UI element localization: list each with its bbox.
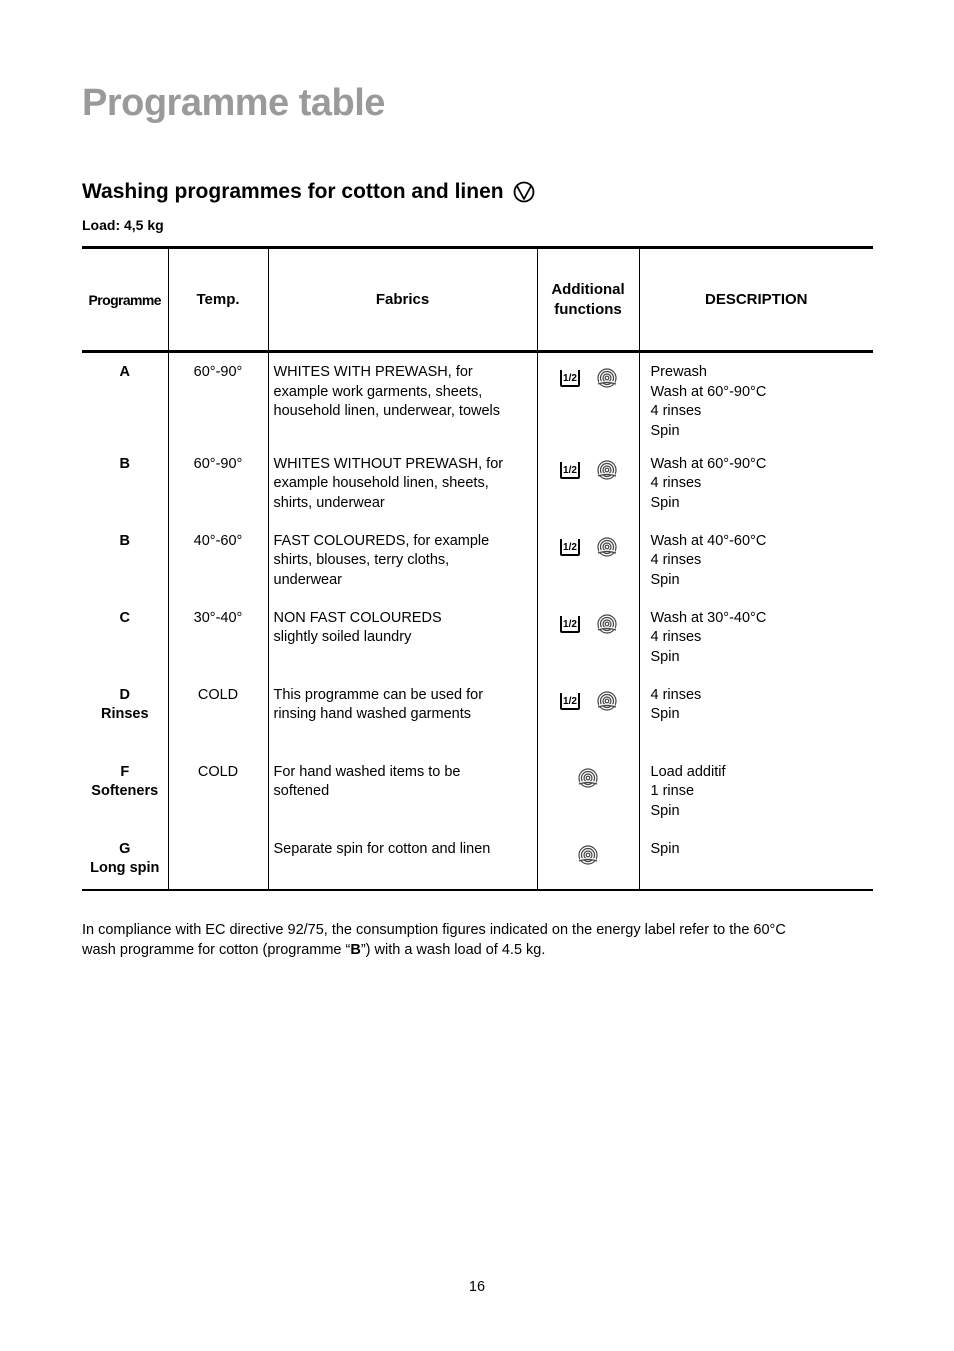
svg-text:1/2: 1/2 bbox=[562, 618, 577, 630]
rinse-hold-icon bbox=[577, 844, 599, 866]
programme-line: Rinses bbox=[100, 706, 149, 722]
cell-fabrics bbox=[268, 757, 537, 834]
fabrics-line: Separate spin for cotton and linen bbox=[273, 840, 491, 857]
fabrics-line: For hand washed items to be bbox=[273, 763, 461, 780]
cell-fabrics bbox=[268, 526, 537, 603]
fabrics-line: NON FAST COLOUREDS bbox=[273, 609, 442, 626]
description-line: 4 rinses bbox=[650, 686, 702, 703]
cell-temp: COLD bbox=[168, 680, 268, 757]
fabrics-line: This programme can be used for bbox=[273, 686, 484, 703]
rinse-hold-icon bbox=[596, 459, 618, 481]
function-icons bbox=[539, 613, 638, 635]
header-programme: Programme bbox=[82, 248, 168, 352]
cell-temp: 60°-90° bbox=[168, 449, 268, 526]
programme-line: C bbox=[119, 609, 130, 626]
svg-text:1/2: 1/2 bbox=[562, 695, 577, 707]
cell-functions bbox=[537, 680, 639, 757]
fabrics-line: shirts, blouses, terry cloths, bbox=[273, 552, 450, 568]
description-line: 1 rinse bbox=[650, 783, 695, 799]
description-line: Spin bbox=[650, 422, 680, 439]
cell-functions bbox=[537, 352, 639, 449]
footnote-line1: In compliance with EC directive 92/75, the consumption figures indicated on the energy label refer to the 60°C bbox=[82, 922, 786, 938]
fabrics-line: example household linen, sheets, bbox=[273, 475, 489, 491]
cell-description bbox=[639, 757, 873, 834]
programme-line: Long spin bbox=[90, 860, 160, 876]
function-icons bbox=[539, 459, 638, 481]
cell-fabrics bbox=[268, 603, 537, 680]
footnote-programme-ref: B bbox=[350, 941, 361, 958]
svg-text:1/2: 1/2 bbox=[562, 464, 577, 476]
description-line: 4 rinses bbox=[650, 552, 702, 568]
description-line: Spin bbox=[650, 802, 680, 819]
cotton-symbol-icon bbox=[512, 180, 536, 204]
table-row bbox=[82, 603, 873, 680]
svg-text:1/2: 1/2 bbox=[562, 373, 577, 384]
table-row bbox=[82, 526, 873, 603]
page-number: 16 bbox=[468, 1279, 486, 1295]
function-icons bbox=[539, 536, 638, 558]
description-line: Wash at 30°-40°C bbox=[650, 609, 767, 626]
cell-temp: 60°-90° bbox=[168, 352, 268, 449]
cell-temp: COLD bbox=[168, 757, 268, 834]
cell-functions bbox=[537, 603, 639, 680]
description-line: Wash at 40°-60°C bbox=[650, 532, 767, 549]
cell-programme bbox=[82, 449, 168, 526]
cell-programme bbox=[82, 526, 168, 603]
fabrics-line: WHITES WITH PREWASH, for bbox=[273, 364, 473, 380]
fabrics-line: shirts, underwear bbox=[273, 494, 385, 511]
description-line: 4 rinses bbox=[650, 403, 702, 419]
description-line: Prewash bbox=[650, 364, 707, 380]
cell-fabrics bbox=[268, 352, 537, 449]
half-load-icon bbox=[559, 691, 581, 711]
description-line: Load additif bbox=[650, 763, 726, 780]
fabrics-line: rinsing hand washed garments bbox=[273, 706, 471, 722]
programme-line: D bbox=[119, 686, 130, 703]
footnote-line2-before: wash programme for cotton (programme “ bbox=[82, 941, 351, 958]
cell-functions bbox=[537, 757, 639, 834]
cell-functions bbox=[537, 834, 639, 890]
description-line: Spin bbox=[650, 494, 680, 511]
description-line: Spin bbox=[650, 648, 680, 665]
programme-table bbox=[82, 246, 873, 891]
function-icons bbox=[539, 690, 638, 712]
fabrics-line: underwear bbox=[273, 571, 343, 588]
cell-functions bbox=[537, 449, 639, 526]
half-load-icon bbox=[559, 614, 581, 634]
rinse-hold-icon bbox=[596, 613, 618, 635]
footnote-line2-after: ”) with a wash load of 4.5 kg. bbox=[360, 941, 546, 958]
cell-fabrics bbox=[268, 449, 537, 526]
rinse-hold-icon bbox=[596, 536, 618, 558]
header-description: DESCRIPTION bbox=[639, 248, 873, 352]
header-additional-functions bbox=[537, 248, 639, 352]
header-additional-line1: Additional bbox=[551, 280, 625, 298]
cell-temp: 30°-40° bbox=[168, 603, 268, 680]
cell-description bbox=[639, 603, 873, 680]
half-load-icon bbox=[559, 368, 581, 388]
svg-text:1/2: 1/2 bbox=[562, 541, 577, 553]
cell-programme bbox=[82, 603, 168, 680]
programme-line: G bbox=[119, 840, 131, 857]
cell-description bbox=[639, 526, 873, 603]
cell-temp: 40°-60° bbox=[168, 526, 268, 603]
cell-description bbox=[639, 834, 873, 890]
cell-programme bbox=[82, 352, 168, 449]
cell-programme bbox=[82, 680, 168, 757]
table-row bbox=[82, 757, 873, 834]
description-line: 4 rinses bbox=[650, 629, 702, 645]
header-additional-line2: functions bbox=[554, 300, 622, 318]
description-line: Spin bbox=[650, 706, 680, 722]
header-fabrics: Fabrics bbox=[268, 248, 537, 352]
function-icons bbox=[539, 767, 638, 789]
cell-programme bbox=[82, 834, 168, 890]
fabrics-line: slightly soiled laundry bbox=[273, 629, 412, 645]
description-line: Wash at 60°-90°C bbox=[650, 383, 767, 400]
programme-line: B bbox=[119, 532, 130, 549]
description-line: Spin bbox=[650, 840, 680, 857]
description-line: Spin bbox=[650, 571, 680, 588]
cell-programme bbox=[82, 757, 168, 834]
half-load-icon bbox=[559, 537, 581, 557]
half-load-icon bbox=[559, 460, 581, 480]
section-heading-text: Washing programmes for cotton and linen bbox=[82, 180, 504, 203]
function-icons bbox=[539, 367, 638, 389]
cell-fabrics bbox=[268, 680, 537, 757]
description-line: Wash at 60°-90°C bbox=[650, 455, 767, 472]
cell-description bbox=[639, 449, 873, 526]
load-capacity: Load: 4,5 kg bbox=[82, 217, 164, 233]
programme-line: Softeners bbox=[91, 783, 159, 799]
section-heading bbox=[82, 180, 536, 204]
fabrics-line: softened bbox=[273, 783, 330, 799]
rinse-hold-icon bbox=[596, 367, 618, 389]
fabrics-line: FAST COLOUREDS, for example bbox=[273, 532, 490, 549]
cell-description bbox=[639, 352, 873, 449]
header-temp: Temp. bbox=[168, 248, 268, 352]
programme-line: F bbox=[120, 763, 130, 780]
cell-fabrics bbox=[268, 834, 537, 890]
energy-footnote bbox=[82, 921, 882, 960]
table-row bbox=[82, 834, 873, 890]
fabrics-line: example work garments, sheets, bbox=[273, 383, 483, 400]
function-icons bbox=[539, 844, 638, 866]
table-row bbox=[82, 449, 873, 526]
fabrics-line: WHITES WITHOUT PREWASH, for bbox=[273, 455, 504, 472]
rinse-hold-icon bbox=[577, 767, 599, 789]
programme-line: A bbox=[119, 364, 130, 380]
table-header-row bbox=[82, 248, 873, 352]
fabrics-line: household linen, underwear, towels bbox=[273, 403, 501, 419]
cell-temp bbox=[168, 834, 268, 890]
page-title: Programme table bbox=[82, 82, 385, 124]
cell-description bbox=[639, 680, 873, 757]
description-line: 4 rinses bbox=[650, 475, 702, 491]
table-row bbox=[82, 680, 873, 757]
table-row bbox=[82, 352, 873, 449]
cell-functions bbox=[537, 526, 639, 603]
table-body bbox=[82, 352, 873, 890]
programme-line: B bbox=[119, 455, 130, 472]
rinse-hold-icon bbox=[596, 690, 618, 712]
